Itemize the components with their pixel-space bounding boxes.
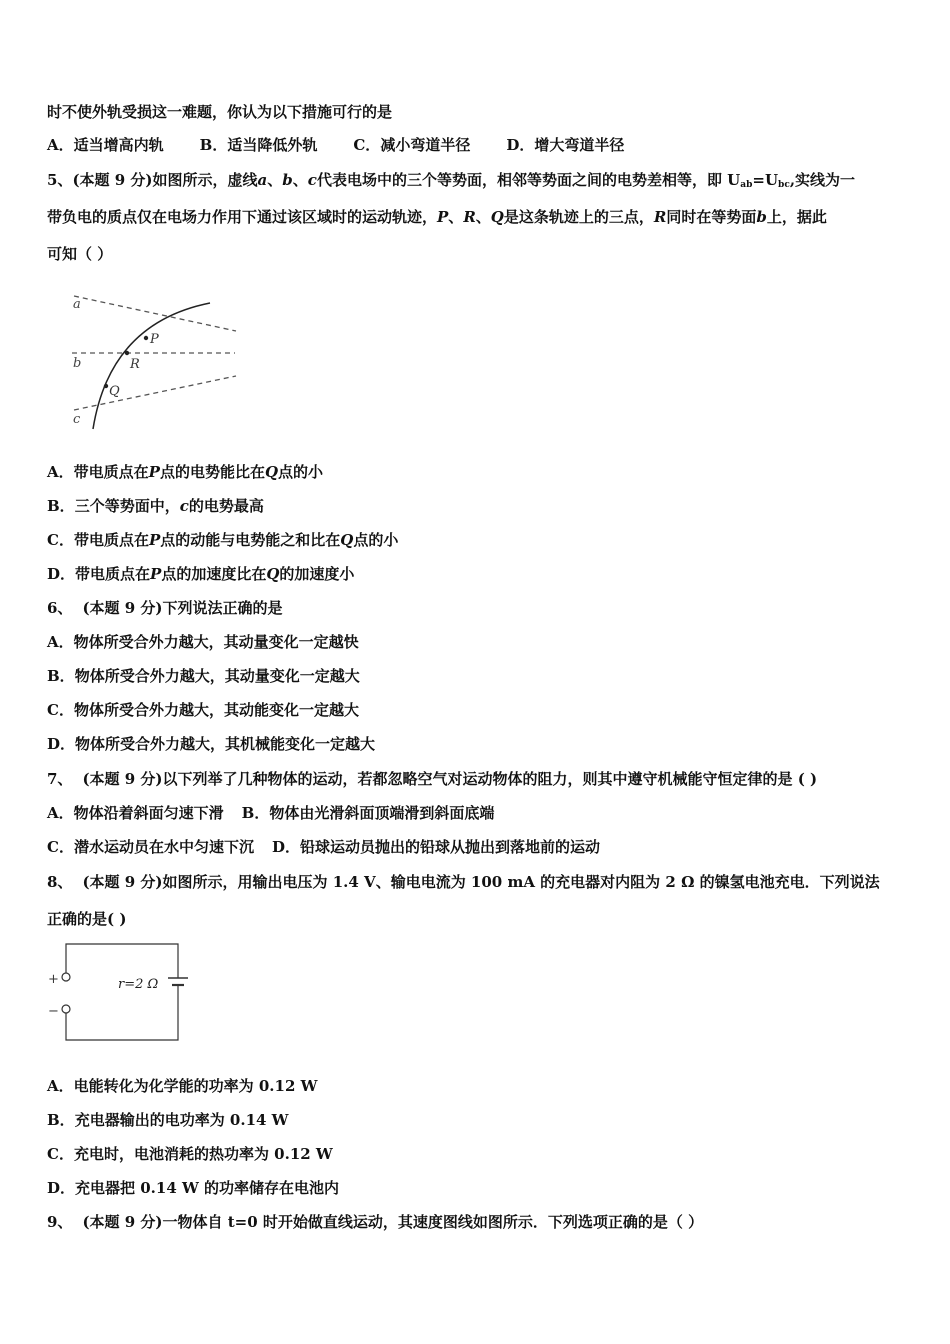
q4-stem-tail: 时不使外轨受损这一难题，你认为以下措施可行的是 [47, 103, 393, 121]
q8-stem-line2: 正确的是( ) [47, 910, 127, 928]
label-r: R [130, 357, 140, 372]
q7-option-c[interactable]: C．潜水运动员在水中匀速下沉 [47, 838, 254, 856]
q4-option-d[interactable]: D．增大弯道半径 [506, 136, 625, 154]
q6-option-a[interactable]: A．物体所受合外力越大，其动量变化一定越快 [47, 633, 359, 651]
q7-option-d[interactable]: D．铅球运动员抛出的铅球从抛出到落地前的运动 [271, 838, 600, 856]
q5-stem-line1: 5、(本题 9 分)如图所示，虚线a、b、c代表电场中的三个等势面，相邻等势面之间的电势差相等，即 $U_{ab}=U_{bc}$,实线为一 [47, 171, 856, 190]
point-q [104, 384, 108, 388]
q6-stem: 6、 (本题 9 分)下列说法正确的是 [47, 599, 283, 617]
label-c: c [73, 412, 81, 427]
label-a: a [73, 297, 81, 312]
internal-resistance-label: r=2 Ω [118, 977, 159, 992]
q7-option-b[interactable]: B．物体由光滑斜面顶端滑到斜面底端 [241, 804, 495, 822]
q5-option-c[interactable]: C．带电质点在P点的动能与电势能之和比在Q点的小 [47, 531, 399, 549]
label-q: Q [109, 384, 120, 399]
q6-option-d[interactable]: D．物体所受合外力越大，其机械能变化一定越大 [47, 735, 376, 753]
q8-option-c[interactable]: C．充电时，电池消耗的热功率为 0.12 W [47, 1145, 333, 1163]
q5-stem-line3: 可知（ ） [47, 245, 113, 263]
q7-option-a[interactable]: A．物体沿着斜面匀速下滑 [47, 804, 224, 822]
q5-option-b[interactable]: B．三个等势面中，c的电势最高 [47, 497, 264, 515]
q8-option-d[interactable]: D．充电器把 0.14 W 的功率储存在电池内 [47, 1179, 340, 1197]
minus-terminal [62, 1005, 70, 1013]
q7-stem: 7、 (本题 9 分)以下列举了几种物体的运动，若都忽略空气对运动物体的阻力，则其中遵守机械能守恒定律的是 ( ) [47, 770, 818, 788]
q6-option-c[interactable]: C．物体所受合外力越大，其动能变化一定越大 [47, 701, 359, 719]
q7-options-row1 [47, 803, 494, 823]
q7-options-row2 [47, 837, 600, 857]
q5-option-a[interactable]: A．带电质点在P点的电势能比在Q点的小 [47, 463, 324, 481]
label-b: b [73, 356, 82, 371]
minus-terminal-label: − [48, 1004, 59, 1019]
q8-stem-line1: 8、 (本题 9 分)如图所示，用输出电压为 1.4 V、输电电流为 100 mA 的充电器对内阻为 2 Ω 的镍氢电池充电．下列说法 [47, 873, 880, 891]
q6-option-b[interactable]: B．物体所受合外力越大，其动量变化一定越大 [47, 667, 360, 685]
plus-terminal-label: + [48, 972, 59, 987]
q9-stem: 9、 (本题 9 分)一物体自 t=0 时开始做直线运动，其速度图线如图所示．下列选项正确的是（ ） [47, 1213, 704, 1231]
charging-circuit-figure [44, 940, 194, 1045]
plus-terminal [62, 973, 70, 981]
q5-option-d[interactable]: D．带电质点在P点的加速度比在Q的加速度小 [47, 565, 355, 583]
wire-top [66, 944, 178, 978]
q4-options [47, 135, 624, 155]
q8-option-b[interactable]: B．充电器输出的电功率为 0.14 W [47, 1111, 289, 1129]
equipotential-figure [60, 288, 245, 436]
q4-option-a[interactable]: A．适当增高内轨 [47, 136, 164, 154]
point-p [144, 336, 148, 340]
q8-option-a[interactable]: A．电能转化为化学能的功率为 0.12 W [47, 1077, 318, 1095]
equipotential-line-a [74, 296, 236, 331]
q5-stem-line2: 带负电的质点仅在电场力作用下通过该区域时的运动轨迹，P、R、Q是这条轨迹上的三点，R同时在等势面b上，据此 [47, 208, 827, 226]
point-r [125, 351, 129, 355]
wire-bottom [66, 985, 178, 1040]
q4-option-c[interactable]: C．减小弯道半径 [353, 136, 471, 154]
q4-option-b[interactable]: B．适当降低外轨 [199, 136, 318, 154]
label-p: P [150, 332, 159, 347]
